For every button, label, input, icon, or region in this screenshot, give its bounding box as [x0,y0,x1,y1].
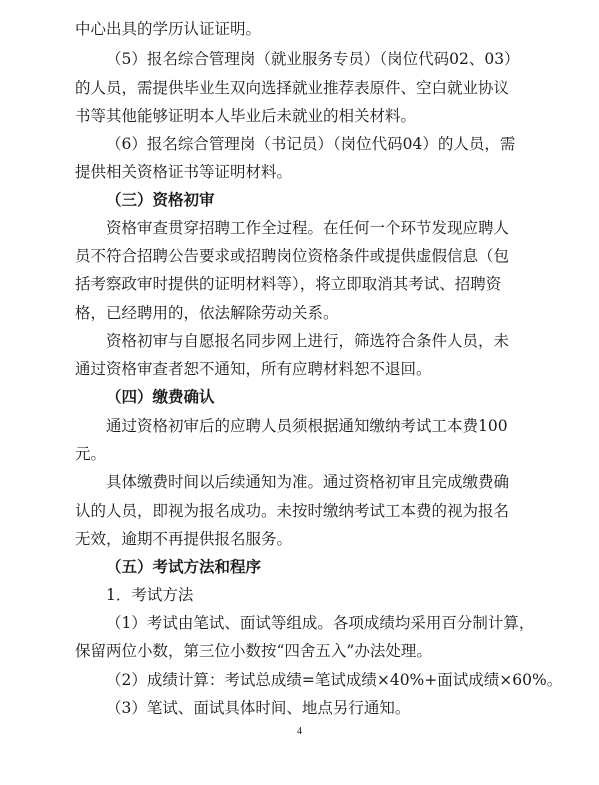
paragraph-line: （6）报名综合管理岗（书记员）（岗位代码04）的人员，需 [106,135,516,153]
paragraph-line: 的人员，需提供毕业生双向选择就业推荐表原件、空白就业协议 [75,79,510,97]
paragraph-line: （3）笔试、面试具体时间、地点另行通知。 [106,699,411,717]
paragraph-line: 员不符合招聘公告要求或招聘岗位资格条件或提供虚假信息（包 [75,247,510,265]
paragraph-line: 认的人员，即视为报名成功。未按时缴纳考试工本费的视为报名 [75,502,510,520]
subsection-heading: 1．考试方法 [106,586,194,604]
paragraph-line: 通过资格审查者恕不通知，所有应聘材料恕不退回。 [75,360,432,378]
page-number: 4 [297,726,302,737]
section-heading: （五）考试方法和程序 [106,557,262,576]
paragraph-line: 格，已经聘用的，依法解除劳动关系。 [75,304,339,322]
paragraph-line: 元。 [75,445,107,463]
paragraph-line: （5）报名综合管理岗（就业服务专员）（岗位代码02、03） [106,50,520,68]
paragraph-line: 提供相关资格证书等证明材料。 [75,163,293,181]
paragraph-line: 书等其他能够证明本人毕业后未就业的相关材料。 [75,107,417,125]
paragraph-line: 中心出具的学历认证证明。 [75,20,262,38]
paragraph-line: （1）考试由笔试、面试等组成。各项成绩均采用百分制计算， [106,614,535,632]
paragraph-line: 无效，逾期不再提供报名服务。 [75,530,293,548]
paragraph-line: （2）成绩计算：考试总成绩=笔试成绩×40%+面试成绩×60%。 [106,671,563,689]
paragraph-line: 资格审查贯穿招聘工作全过程。在任何一个环节发现应聘人 [106,219,510,237]
paragraph-line: 通过资格初审后的应聘人员须根据通知缴纳考试工本费100 [106,417,508,435]
section-heading: （三）资格初审 [106,190,215,209]
paragraph-line: 保留两位小数，第三位小数按“四舍五入”办法处理。 [75,642,432,660]
paragraph-line: 具体缴费时间以后续通知为准。通过资格初审且完成缴费确 [106,473,510,491]
paragraph-line: 资格初审与自愿报名同步网上进行，筛选符合条件人员，未 [106,332,510,350]
section-heading: （四）缴费确认 [106,387,215,406]
paragraph-line: 括考察政审时提供的证明材料等），将立即取消其考试、招聘资 [75,275,502,293]
